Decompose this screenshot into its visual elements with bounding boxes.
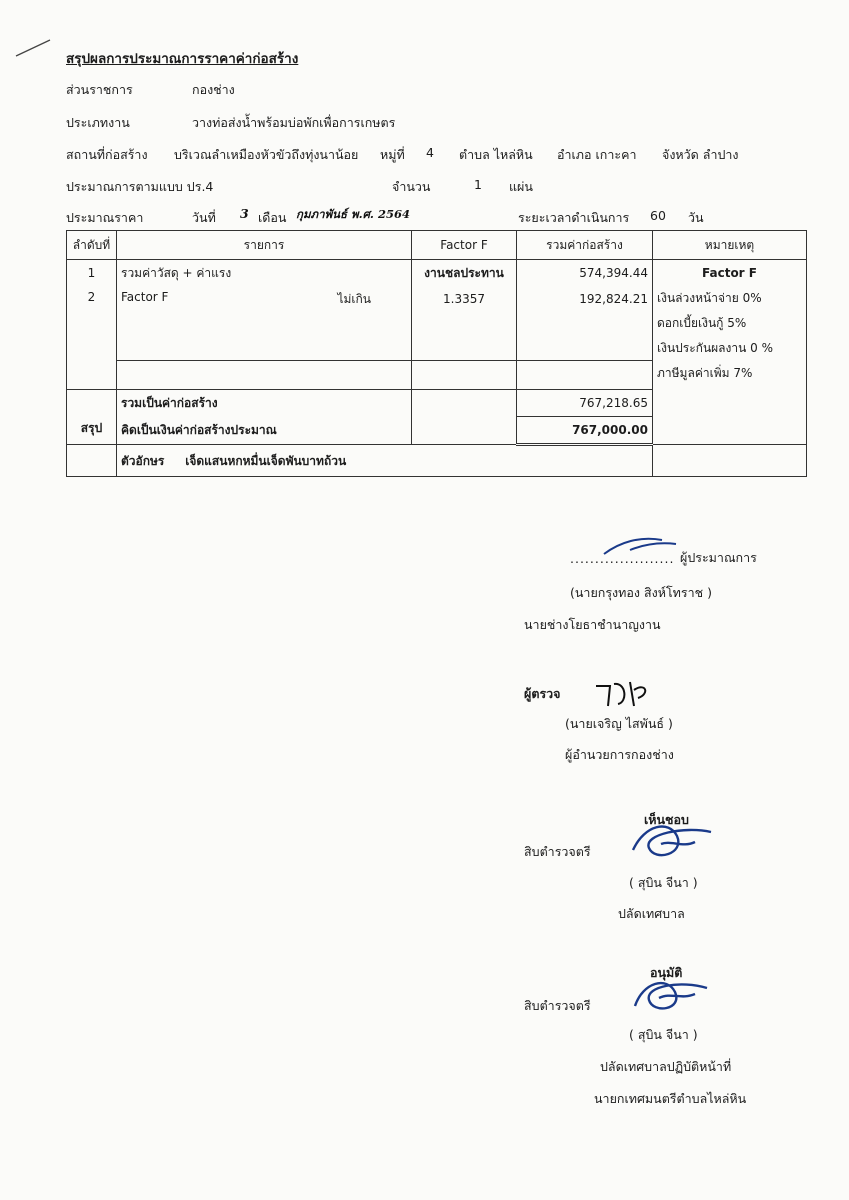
sum-label: รวมเป็นค่าก่อสร้าง — [117, 390, 412, 417]
summary-label: สรุป — [67, 390, 117, 445]
words-label: ตัวอักษร — [121, 453, 165, 468]
duration-value: 60 — [650, 208, 666, 223]
row1-no: 1 — [67, 260, 117, 287]
estimate-table — [66, 230, 807, 477]
location-value: บริเวณลำเหมืองหัวขัวถึงทุ่งนาน้อย — [174, 147, 359, 162]
row1-factor: งานชลประทาน — [412, 260, 517, 287]
empty-cell — [517, 361, 653, 390]
row2-total: 192,824.21 — [517, 286, 653, 312]
col-header-no: ลำดับที่ — [67, 231, 117, 260]
remark-vat: ภาษีมูลค่าเพิ่ม 7% — [657, 366, 753, 380]
row2-no: 2 — [67, 286, 117, 390]
est-value: 767,000.00 — [517, 417, 653, 445]
row1-item: รวมค่าวัสดุ + ค่าแรง — [117, 260, 412, 287]
rank2: สิบตำรวจตรี — [524, 998, 591, 1013]
plan-label: ประมาณการตามแบบ ปร.4 — [66, 179, 214, 194]
empty-cell — [653, 417, 807, 445]
date-label: วันที่ — [192, 210, 216, 225]
empty-cell — [412, 312, 517, 361]
name2: ( สุบิน จีนา ) — [629, 1027, 698, 1042]
empty-cell — [412, 361, 517, 390]
table-row — [67, 286, 807, 312]
row2-item — [117, 286, 412, 312]
estimator-name: (นายกรุงทอง สิงห์โทราช ) — [570, 585, 712, 600]
checker-label: ผู้ตรวจ — [524, 686, 561, 701]
checker-signature — [590, 676, 660, 710]
empty-cell — [517, 312, 653, 361]
duration-unit: วัน — [688, 210, 704, 225]
tambon: ตำบล ไหล่หิน — [459, 147, 533, 162]
approve-label: อนุมัติ — [650, 965, 683, 980]
estimator-signature — [600, 532, 680, 560]
amphoe: อำเภอ เกาะคา — [557, 147, 637, 162]
empty-cell — [412, 390, 517, 417]
worktype-value: วางท่อส่งน้ำพร้อมบ่อพักเพื่อการเกษตร — [192, 115, 396, 130]
date-month-year: กุมภาพันธ์ พ.ศ. 2564 — [296, 207, 410, 221]
page-title: สรุปผลการประมาณการราคาค่าก่อสร้าง — [66, 51, 299, 67]
checker-name: (นายเจริญ ไสพันธ์ ) — [565, 716, 673, 731]
row2-item-label: Factor F — [121, 289, 169, 304]
changwat: จังหวัด ลำปาง — [662, 147, 739, 162]
estimate-row — [67, 417, 807, 445]
row2-factor: 1.3357 — [412, 286, 517, 312]
empty-cell — [117, 361, 412, 390]
date-day: 3 — [240, 206, 249, 221]
scan-mark — [14, 36, 54, 58]
count-value: 1 — [474, 177, 482, 192]
agency-label: ส่วนราชการ — [66, 82, 133, 97]
empty-cell — [653, 445, 807, 477]
col-header-total: รวมค่าก่อสร้าง — [517, 231, 653, 260]
table-row — [67, 260, 807, 287]
agency-value: กองช่าง — [192, 82, 235, 97]
remark-advance: เงินล่วงหน้าจ่าย 0% — [657, 291, 762, 305]
price-label: ประมาณราคา — [66, 210, 144, 225]
estimator-title: นายช่างโยธาชำนาญงาน — [524, 617, 661, 632]
sum-value: 767,218.65 — [517, 390, 653, 417]
words-row — [67, 445, 807, 477]
location-label: สถานที่ก่อสร้าง — [66, 147, 148, 162]
col-header-factor: Factor F — [412, 231, 517, 260]
month-label: เดือน — [258, 210, 287, 225]
table-header-row — [67, 231, 807, 260]
title2a: ปลัดเทศบาลปฏิบัติหน้าที่ — [600, 1059, 732, 1074]
est-label: คิดเป็นเงินค่าก่อสร้างประมาณ — [117, 417, 412, 445]
row1-total: 574,394.44 — [517, 260, 653, 287]
worktype-label: ประเภทงาน — [66, 115, 130, 130]
moo-value: 4 — [426, 145, 434, 160]
duration-label: ระยะเวลาดำเนินการ — [518, 210, 630, 225]
rank1: สิบตำรวจตรี — [524, 844, 591, 859]
moo-label: หมู่ที่ — [380, 147, 405, 162]
words-value: เจ็ดแสนหกหมื่นเจ็ดพันบาทถ้วน — [185, 453, 347, 468]
agree-label: เห็นชอบ — [644, 812, 689, 827]
row2-item-limit: ไม่เกิน — [337, 291, 371, 306]
title1: ปลัดเทศบาล — [618, 906, 685, 921]
name1: ( สุบิน จีนา ) — [629, 875, 698, 890]
estimator-role: ผู้ประมาณการ — [680, 550, 757, 565]
sheet-unit: แผ่น — [509, 179, 533, 194]
row1-note: Factor F — [653, 260, 807, 287]
checker-title: ผู้อำนวยการกองช่าง — [565, 747, 674, 762]
title2b: นายกเทศมนตรีตำบลไหล่หิน — [594, 1091, 747, 1106]
count-label: จำนวน — [392, 179, 431, 194]
words-cell — [117, 445, 653, 477]
estimator-dotted-line: ..................... — [570, 551, 675, 566]
empty-cell — [67, 445, 117, 477]
col-header-note: หมายเหตุ — [653, 231, 807, 260]
col-header-item: รายการ — [117, 231, 412, 260]
approve-signature — [625, 968, 715, 1018]
remarks-cell — [653, 286, 807, 417]
agree-signature — [625, 814, 720, 866]
remark-guarantee: เงินประกันผลงาน 0 % — [657, 341, 773, 355]
empty-cell — [412, 417, 517, 445]
empty-cell — [117, 312, 412, 361]
remark-interest: ดอกเบี้ยเงินกู้ 5% — [657, 316, 747, 330]
